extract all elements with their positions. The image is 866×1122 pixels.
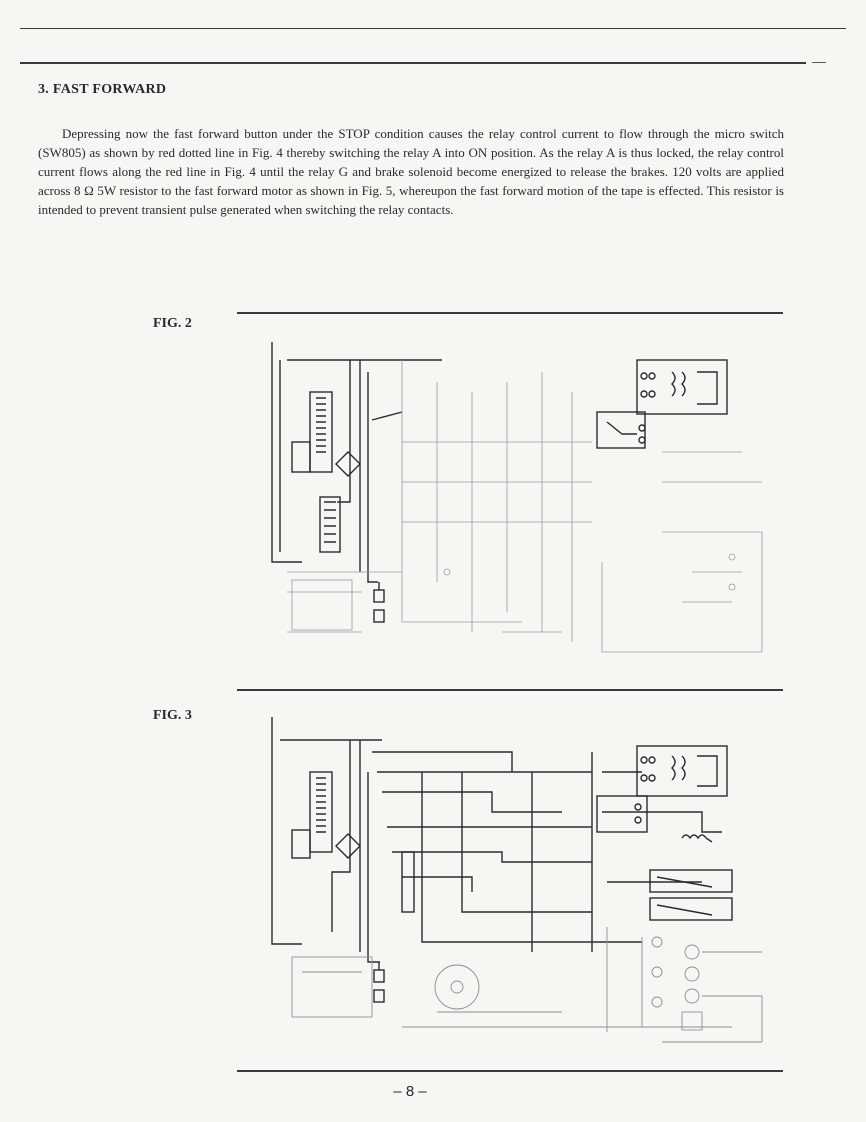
- fig2-schematic: [262, 332, 782, 677]
- fig2-top-rule: [237, 312, 783, 314]
- page-number: – 8 –: [393, 1083, 427, 1100]
- fig2-label: FIG. 2: [153, 316, 192, 331]
- section-paragraph: Depressing now the fast forward button under the STOP condition causes the relay control current to flow through the micro switch (SW805) as shown by red dotted line in Fig. 4 thereby switching the relay A into ON position. As the relay A is thus locked, the relay control current flows along the red line in Fig. 4 until the relay G and brake solenoid become energized to release the brakes. 120 volts are applied across 8 Ω 5W resistor to the fast forward motor as shown in Fig. 5, whereupon the fast forward motion of the tape is effected. This resistor is intended to prevent transient pulse generated when switching the relay contacts.: [38, 126, 784, 217]
- fig2-bottom-rule: [237, 689, 783, 691]
- margin-mark: [812, 62, 826, 63]
- header-rule: [20, 62, 806, 64]
- section-heading: 3. FAST FORWARD: [38, 82, 167, 97]
- fig3-label: FIG. 3: [153, 708, 192, 723]
- fig3-bottom-rule: [237, 1070, 783, 1072]
- top-rule: [20, 28, 846, 29]
- fig3-schematic: [262, 712, 782, 1060]
